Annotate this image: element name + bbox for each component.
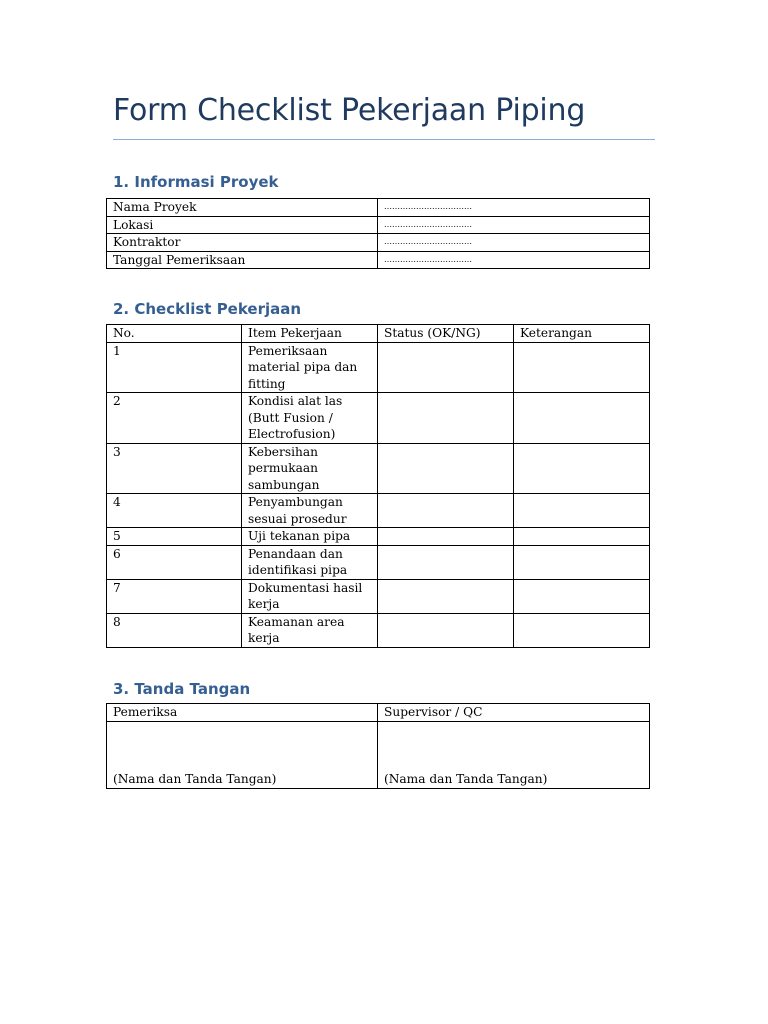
row-number: 8 [107,613,242,647]
title-underline [113,139,655,140]
column-header-status: Status (OK/NG) [378,325,514,343]
info-label: Lokasi [107,216,378,234]
row-status-field[interactable] [378,494,514,528]
row-number: 5 [107,528,242,546]
row-item: Penyambungan sesuai prosedur [242,494,378,528]
info-value-field[interactable]: …………………………… [378,216,650,234]
checklist-table [106,324,650,648]
row-item: Kondisi alat las (Butt Fusion / Electrofusion) [242,393,378,444]
row-number: 7 [107,579,242,613]
table-row [107,199,650,217]
table-row [107,216,650,234]
table-row [107,613,650,647]
table-row [107,579,650,613]
table-row [107,251,650,269]
signature-field-inspector[interactable]: (Nama dan Tanda Tangan) [107,721,378,788]
row-number: 3 [107,443,242,494]
row-status-field[interactable] [378,579,514,613]
signature-field-supervisor[interactable]: (Nama dan Tanda Tangan) [378,721,650,788]
section-heading-info: 1. Informasi Proyek [113,173,279,191]
table-row [107,393,650,444]
table-row [107,342,650,393]
table-header-row [107,325,650,343]
column-header-item: Item Pekerjaan [242,325,378,343]
row-item: Uji tekanan pipa [242,528,378,546]
row-number: 6 [107,545,242,579]
row-note-field[interactable] [514,393,650,444]
row-item: Dokumentasi hasil kerja [242,579,378,613]
row-status-field[interactable] [378,342,514,393]
column-header-no: No. [107,325,242,343]
table-header-row [107,704,650,722]
row-item: Pemeriksaan material pipa dan fitting [242,342,378,393]
info-value-field[interactable]: …………………………… [378,199,650,217]
column-header-note: Keterangan [514,325,650,343]
row-status-field[interactable] [378,528,514,546]
row-note-field[interactable] [514,579,650,613]
row-note-field[interactable] [514,342,650,393]
row-note-field[interactable] [514,494,650,528]
row-number: 1 [107,342,242,393]
table-row [107,494,650,528]
column-header-supervisor: Supervisor / QC [378,704,650,722]
row-number: 2 [107,393,242,444]
info-value-field[interactable]: …………………………… [378,251,650,269]
row-item: Penandaan dan identifikasi pipa [242,545,378,579]
row-status-field[interactable] [378,545,514,579]
row-note-field[interactable] [514,443,650,494]
info-label: Kontraktor [107,234,378,252]
column-header-inspector: Pemeriksa [107,704,378,722]
row-item: Kebersihan permukaan sambungan [242,443,378,494]
row-item: Keamanan area kerja [242,613,378,647]
row-note-field[interactable] [514,545,650,579]
table-row [107,234,650,252]
project-info-table [106,198,650,269]
row-note-field[interactable] [514,528,650,546]
table-row [107,528,650,546]
page-title: Form Checklist Pekerjaan Piping [113,93,586,128]
row-note-field[interactable] [514,613,650,647]
row-number: 4 [107,494,242,528]
info-value-field[interactable]: …………………………… [378,234,650,252]
info-label: Nama Proyek [107,199,378,217]
row-status-field[interactable] [378,613,514,647]
row-status-field[interactable] [378,393,514,444]
section-heading-signature: 3. Tanda Tangan [113,680,251,698]
row-status-field[interactable] [378,443,514,494]
table-row [107,443,650,494]
section-heading-checklist: 2. Checklist Pekerjaan [113,300,302,318]
signature-row [107,721,650,788]
info-label: Tanggal Pemeriksaan [107,251,378,269]
table-row [107,545,650,579]
signature-table [106,703,650,789]
